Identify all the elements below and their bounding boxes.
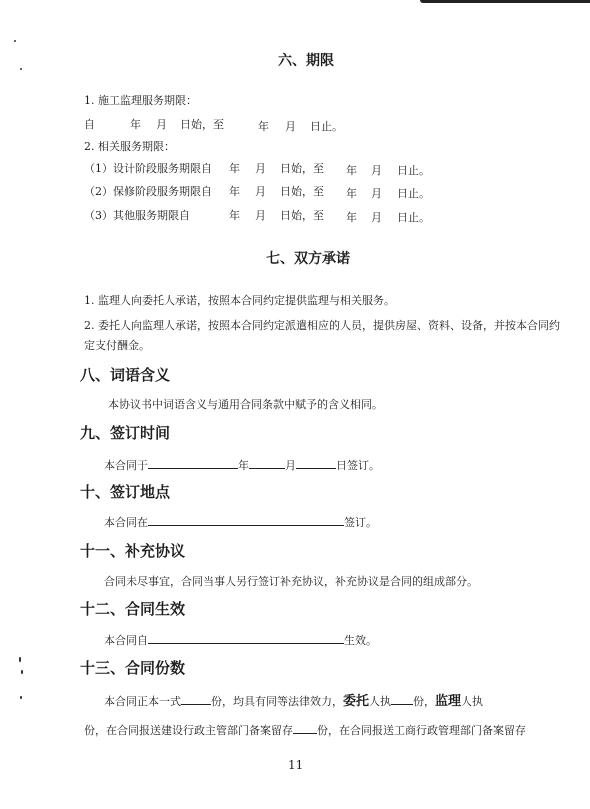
- s6-sub-month: 月: [255, 185, 266, 198]
- s10-place-blank[interactable]: [148, 514, 344, 526]
- s12-line: [104, 632, 377, 648]
- s13-copies-blank[interactable]: [181, 693, 211, 705]
- s9-prefix: 本合同于: [104, 459, 148, 472]
- s6-sub-start: 日始，至: [280, 162, 324, 175]
- s6-sub-label: （2）保修阶段服务期限自: [84, 185, 212, 198]
- s7-p2a: 2. 委托人向监理人承诺，按照本合同约定派遣相应的人员，提供房屋、资料、设备，并按本合同约: [84, 319, 560, 332]
- s13-l1-a: 本合同正本一式: [104, 695, 181, 708]
- s9-year: 年: [238, 459, 249, 472]
- section-13-title: 十三、合同份数: [80, 659, 186, 677]
- s6-sub-year2: 年: [346, 211, 357, 224]
- s6-sub-label: （1）设计阶段服务期限自: [84, 162, 212, 175]
- section-10-title: 十、签订地点: [80, 483, 171, 501]
- s9-month: 月: [285, 459, 296, 472]
- s6-month2: 月: [285, 120, 296, 133]
- s12-suffix: 生效。: [344, 634, 377, 647]
- s9-day: 日签订。: [336, 459, 380, 472]
- s10-suffix: 签订。: [344, 516, 377, 529]
- s6-year2: 年: [258, 120, 269, 133]
- section-11-title: 十一、补充协议: [80, 542, 186, 560]
- scan-speck: [21, 670, 23, 674]
- s10-line: [104, 514, 377, 530]
- s6-sub-year: 年: [229, 209, 240, 222]
- scan-speck: [14, 40, 16, 42]
- s13-l1-f: 监理: [435, 694, 462, 709]
- scan-speck: [20, 696, 22, 699]
- s6-end: 日止。: [310, 120, 343, 133]
- section-6-title: 六、期限: [278, 53, 334, 69]
- s6-from: 自: [84, 118, 95, 131]
- s13-l1-c: 委托: [343, 694, 370, 709]
- s13-line1: [104, 690, 483, 709]
- s10-prefix: 本合同在: [104, 516, 148, 529]
- s6-sub-end: 日止。: [397, 164, 430, 177]
- s9-line: [104, 457, 380, 473]
- s6-sub-year2: 年: [346, 164, 357, 177]
- s6-sub-label: （3）其他服务期限自: [84, 209, 190, 222]
- s13-line2: [84, 722, 526, 738]
- scan-speck: [20, 68, 22, 70]
- s13-l1-b: 份，均具有同等法律效力，: [211, 695, 343, 708]
- s6-sub-month2: 月: [371, 187, 382, 200]
- s12-prefix: 本合同自: [104, 634, 148, 647]
- s6-sub-end: 日止。: [397, 187, 430, 200]
- s6-sub-end: 日止。: [397, 211, 430, 224]
- s13-l1-g: 人执: [461, 695, 484, 708]
- s6-sub-month2: 月: [371, 164, 382, 177]
- s6-item1: 1. 施工监理服务期限：: [84, 94, 197, 107]
- s8-p: 本协议书中词语含义与通用合同条款中赋予的含义相同。: [108, 398, 383, 411]
- s7-p1: 1. 监理人向委托人承诺，按照本合同约定提供监理与相关服务。: [84, 294, 395, 307]
- s6-sub-month: 月: [255, 209, 266, 222]
- section-12-title: 十二、合同生效: [80, 600, 186, 618]
- s12-condition-blank[interactable]: [148, 632, 344, 644]
- s6-sub-start: 日始，至: [280, 185, 324, 198]
- s13-l1-e: 份，: [413, 695, 436, 708]
- scan-speck: [19, 657, 21, 662]
- s6-item2: 2. 相关服务期限：: [84, 140, 175, 153]
- s6-month: 月: [156, 118, 167, 131]
- s7-p2b: 定支付酬金。: [84, 339, 150, 352]
- s9-day-blank[interactable]: [296, 457, 336, 469]
- s6-sub-year: 年: [229, 185, 240, 198]
- section-7-title: 七、双方承诺: [266, 251, 350, 267]
- s13-l1-d: 人执: [369, 695, 392, 708]
- s13-l2-a: 份，在合同报送建设行政主管部门备案留存: [84, 724, 293, 737]
- s6-sub-year2: 年: [346, 187, 357, 200]
- s13-construction-copies-blank[interactable]: [293, 722, 317, 734]
- s9-date-blank[interactable]: [148, 457, 238, 469]
- s6-sub-month2: 月: [371, 211, 382, 224]
- s6-start: 日始，至: [180, 118, 224, 131]
- s13-client-copies-blank[interactable]: [391, 693, 413, 705]
- s6-sub-year: 年: [229, 162, 240, 175]
- page-number: 11: [288, 758, 304, 772]
- scan-edge-mark: [420, 0, 590, 3]
- s6-sub-start: 日始，至: [280, 209, 324, 222]
- s13-l2-b: 份，在合同报送工商行政管理部门备案留存: [317, 724, 526, 737]
- s6-year: 年: [130, 118, 141, 131]
- s9-month-blank[interactable]: [249, 457, 285, 469]
- s11-p: 合同未尽事宜，合同当事人另行签订补充协议，补充协议是合同的组成部分。: [104, 575, 478, 588]
- section-8-title: 八、词语含义: [80, 366, 171, 384]
- section-9-title: 九、签订时间: [80, 424, 171, 442]
- s6-sub-month: 月: [255, 162, 266, 175]
